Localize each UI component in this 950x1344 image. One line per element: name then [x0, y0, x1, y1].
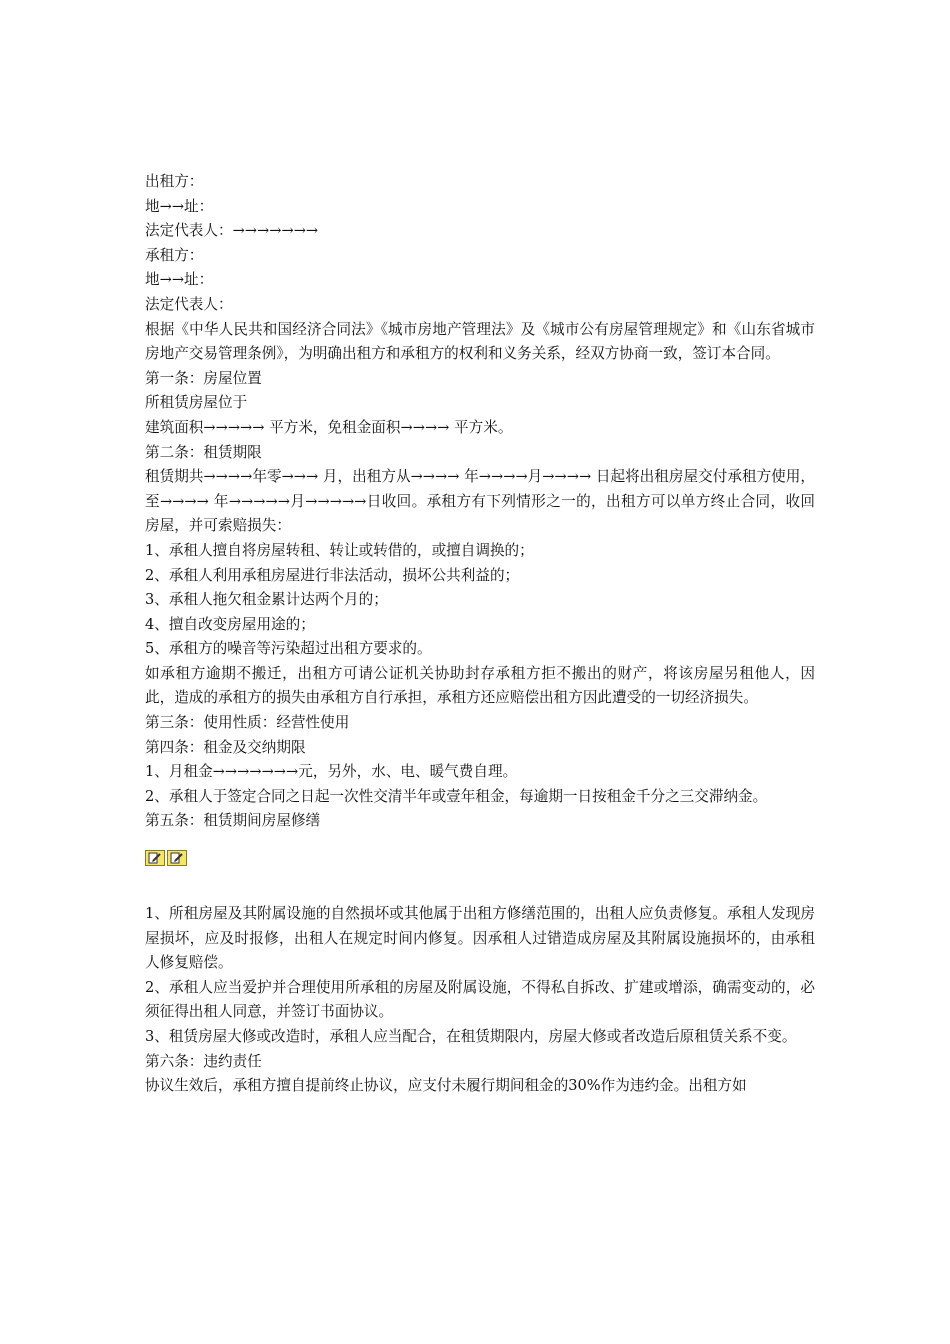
article5-item: 3、租赁房屋大修或改造时，承租人应当配合，在租赁期限内，房屋大修或者改造后原租赁关系不变。 — [145, 1028, 797, 1045]
article6-text: 协议生效后，承租方擅自提前终止协议，应支付未履行期间租金的30%作为违约金。出租方如 — [145, 1077, 747, 1095]
embedded-object-icons[interactable] — [145, 850, 815, 874]
article1-area: 建筑面积→→→→→ 平方米，免租金面积→→→→ 平方米。 — [145, 418, 513, 436]
document-pencil-icon[interactable] — [145, 850, 165, 866]
article1-location: 所租赁房屋位于 — [145, 394, 248, 412]
article3-title: 第三条：使用性质：经营性使用 — [145, 714, 350, 732]
article1-title: 第一条：房屋位置 — [145, 369, 262, 387]
lessor-label: 出租方： — [145, 173, 204, 190]
contract-page — [145, 170, 815, 1099]
article2-item: 3、承租人拖欠租金累计达两个月的； — [145, 591, 388, 609]
article5-title: 第五条：租赁期间房屋修缮 — [145, 812, 321, 830]
lessee-legal-rep: 法定代表人： — [145, 295, 233, 313]
article2-overdue: 如承租方逾期不搬迁，出租方可请公证机关协助封存承租方拒不搬出的财产，将该房屋另租他人，因此，造成的承租方的损失由承租方自行承担，承租方还应赔偿出租方因此遭受的一切经济损失。 — [145, 664, 815, 707]
lessee-label: 承租方： — [145, 246, 204, 264]
article5-item: 2、承租人应当爱护并合理使用所承租的房屋及附属设施，不得私自拆改、扩建或增添，确需变动的，必须征得出租人同意，并签订书面协议。 — [145, 978, 815, 1021]
article2-title: 第二条：租赁期限 — [145, 443, 262, 461]
article5-item: 1、所租房屋及其附属设施的自然损坏或其他属于出租方修缮范围的，出租人应负责修复。承租人发现房屋损坏，应及时报修，出租人在规定时间内修复。因承租人过错造成房屋及其附属设施损坏的，由承租人修复赔偿。 — [145, 905, 815, 972]
article6-title: 第六条：违约责任 — [145, 1052, 262, 1070]
lessor-address: 地→→址： — [145, 197, 214, 215]
article4-item: 1、月租金→→→→→→→元，另外，水、电、暖气费自理。 — [145, 763, 518, 781]
article2-term: 租赁期共→→→→年零→→→ 月，出租方从→→→→ 年→→→→月→→→→ 日起将出租房屋交付承租方使用，至→→→→ 年→→→→→月→→→→→日收回。承租方有下列情形之一的，出租方可以单方终止合同，收回房屋，并可索赔损失： — [145, 468, 815, 535]
article2-item: 5、承租方的噪音等污染超过出租方要求的。 — [145, 640, 432, 658]
article2-item: 1、承租人擅自将房屋转租、转让或转借的，或擅自调换的； — [145, 541, 534, 559]
lessee-address: 地→→址： — [145, 271, 214, 289]
document-pencil-icon[interactable] — [167, 850, 187, 866]
article2-item: 2、承租人利用承租房屋进行非法活动，损坏公共利益的； — [145, 566, 520, 584]
article4-title: 第四条：租金及交纳期限 — [145, 738, 306, 756]
article4-item: 2、承租人于签定合同之日起一次性交清半年或壹年租金，每逾期一日按租金千分之三交滞纳金。 — [145, 787, 768, 805]
article2-item: 4、擅自改变房屋用途的； — [145, 615, 315, 633]
lessor-legal-rep: 法定代表人：→→→→→→→ — [145, 222, 319, 240]
preamble: 根据《中华人民共和国经济合同法》《城市房地产管理法》及《城市公有房屋管理规定》和《山东省城市房地产交易管理条例》，为明确出租方和承租方的权利和义务关系，经双方协商一致，签订本合同。 — [145, 320, 815, 363]
